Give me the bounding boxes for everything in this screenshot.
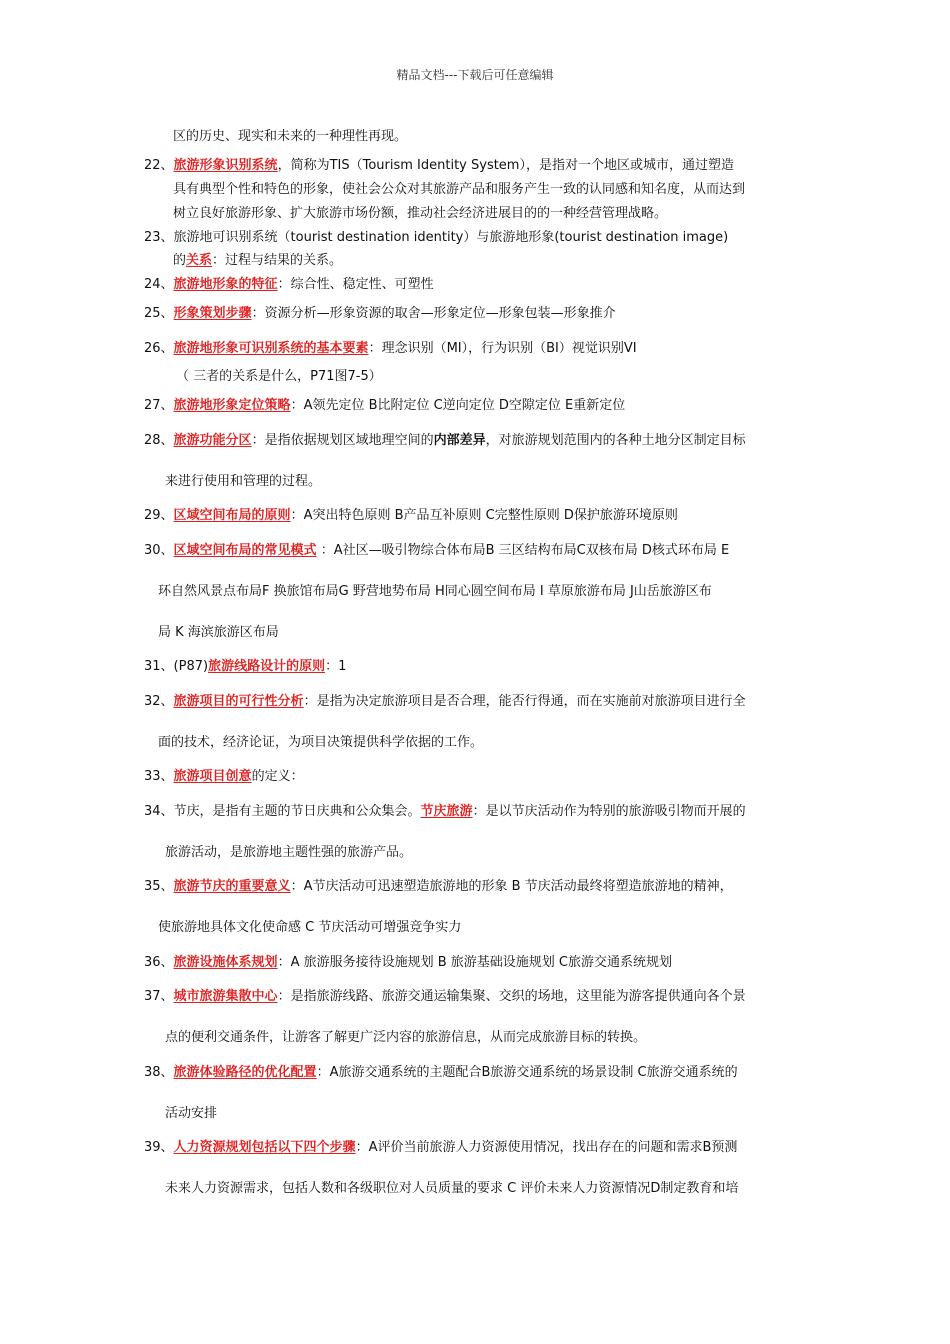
body-text: 树立良好旅游形象、扩大旅游市场份额，推动社会经济进展目的的一种经营管理战略。 — [173, 206, 668, 221]
body-text: 面的技术，经济论证，为项目决策提供科学依据的工作。 — [158, 735, 484, 750]
body-text: 未来人力资源需求，包括人数和各级职位对人员质量的要求 C 评价未来人力资源情况D制定教育和培 — [165, 1181, 739, 1196]
key-term: 旅游线路设计的原则 — [208, 659, 326, 674]
body-text: 31、(P87) — [144, 659, 209, 674]
body-text: 28、 — [144, 433, 174, 448]
body-text: 来进行使用和管理的过程。 — [165, 474, 322, 489]
body-text: ：是指依据规划区域地理空间的 — [251, 433, 434, 448]
body-text: ：A领先定位 B比附定位 C逆向定位 D空隙定位 E重新定位 — [290, 398, 626, 413]
body-text: 活动安排 — [165, 1106, 218, 1121]
key-term: 旅游设施体系规划 — [173, 955, 278, 970]
body-text: ：A社区—吸引物综合体布局B 三区结构布局C双核布局 D核式环布局 E — [316, 543, 730, 558]
text-line — [144, 432, 746, 450]
text-line — [144, 276, 434, 294]
text-line — [144, 340, 637, 358]
emphasis-text: 内部差异 — [433, 433, 486, 448]
text-line — [165, 1029, 646, 1047]
body-text: 37、 — [144, 989, 174, 1004]
text-line — [176, 368, 382, 386]
body-text: ：A突出特色原则 B产品互补原则 C完整性原则 D保护旅游环境原则 — [290, 508, 678, 523]
body-text: 25、 — [144, 306, 174, 321]
body-text: ：A节庆活动可迅速塑造旅游地的形象 B 节庆活动最终将塑造旅游地的精神， — [290, 879, 733, 894]
body-text: ：资源分析—形象资源的取舍—形象定位—形象包装—形象推介 — [251, 306, 616, 321]
text-line — [144, 1139, 737, 1157]
body-text: 使旅游地具体文化使命感 C 节庆活动可增强竞争实力 — [158, 920, 462, 935]
body-text: 区的历史、现实和未来的一种理性再现。 — [173, 129, 408, 144]
text-line — [144, 803, 746, 821]
text-line — [158, 919, 461, 937]
key-term: 旅游地形象定位策略 — [173, 398, 291, 413]
body-text: （ 三者的关系是什么，P71图7-5） — [176, 369, 382, 384]
text-line — [173, 252, 342, 270]
key-term: 旅游节庆的重要意义 — [173, 879, 291, 894]
body-text: ：过程与结果的关系。 — [212, 253, 343, 268]
text-line — [144, 229, 728, 247]
text-line — [144, 988, 746, 1006]
key-term: 旅游地形象的特征 — [173, 277, 278, 292]
key-term: 关系 — [186, 253, 213, 268]
body-text: ：综合性、稳定性、可塑性 — [277, 277, 434, 292]
body-text: 22、 — [144, 158, 174, 173]
body-text: 局 K 海滨旅游区布局 — [158, 625, 279, 640]
text-line — [158, 734, 483, 752]
body-text: 34、节庆，是指有主题的节日庆典和公众集会。 — [144, 804, 421, 819]
body-text: 环自然风景点布局F 换旅馆布局G 野营地势布局 H同心圆空间布局 I 草原旅游布局 J山岳旅游区布 — [158, 584, 712, 599]
text-line — [144, 768, 304, 786]
text-line — [144, 878, 733, 896]
body-text: 35、 — [144, 879, 174, 894]
text-line — [165, 1180, 738, 1198]
key-term: 区域空间布局的原则 — [173, 508, 291, 523]
body-text: 33、 — [144, 769, 174, 784]
body-text: ，对旅游规划范围内的各种土地分区制定目标 — [485, 433, 746, 448]
key-term: 区域空间布局的常见模式 — [173, 543, 317, 558]
text-line — [173, 205, 667, 223]
key-term: 形象策划步骤 — [173, 306, 252, 321]
key-term: 旅游功能分区 — [173, 433, 252, 448]
body-text: 27、 — [144, 398, 174, 413]
body-text: 的 — [173, 253, 187, 268]
key-term: 旅游体验路径的优化配置 — [173, 1065, 317, 1080]
body-text: ：A 旅游服务接待设施规划 B 旅游基础设施规划 C旅游交通系统规划 — [277, 955, 672, 970]
body-text: ：是指为决定旅游项目是否合理，能否行得通，而在实施前对旅游项目进行全 — [303, 694, 746, 709]
text-line — [144, 542, 729, 560]
text-line — [158, 624, 279, 642]
text-line — [144, 157, 734, 175]
key-term: 旅游项目的可行性分析 — [173, 694, 304, 709]
text-line — [144, 1064, 738, 1082]
body-text: ：理念识别（MI），行为识别（BI）视觉识别VI — [368, 341, 637, 356]
text-line — [144, 693, 746, 711]
text-line — [144, 954, 672, 972]
key-term: 人力资源规划包括以下四个步骤 — [173, 1140, 356, 1155]
body-text: 点的便利交通条件，让游客了解更广泛内容的旅游信息，从而完成旅游目标的转换。 — [165, 1030, 647, 1045]
body-text: 具有典型个性和特色的形象，使社会公众对其旅游产品和服务产生一致的认同感和知名度，从而达到 — [173, 182, 746, 197]
text-line — [144, 658, 346, 676]
text-line — [144, 507, 678, 525]
text-line — [165, 1105, 217, 1123]
body-text: ：A旅游交通系统的主题配合B旅游交通系统的场景设制 C旅游交通系统的 — [316, 1065, 738, 1080]
body-text: 38、 — [144, 1065, 174, 1080]
body-text: ：A评价当前旅游人力资源使用情况，找出存在的问题和需求B预测 — [355, 1140, 738, 1155]
body-text: 23、旅游地可识别系统（tourist destination identity）与旅游地形象(tourist destination image) — [144, 230, 729, 245]
body-text: 的定义： — [251, 769, 304, 784]
body-text: 24、 — [144, 277, 174, 292]
text-line — [158, 583, 712, 601]
page-header: 精品文档---下载后可任意编辑 — [396, 68, 554, 82]
key-term: 节庆旅游 — [420, 804, 473, 819]
body-text: 29、 — [144, 508, 174, 523]
body-text: 32、 — [144, 694, 174, 709]
body-text: ，简称为TIS（Tourism Identity System），是指对一个地区或城市，通过塑造 — [277, 158, 734, 173]
text-line — [144, 305, 616, 323]
key-term: 旅游形象识别系统 — [173, 158, 278, 173]
key-term: 旅游项目创意 — [173, 769, 252, 784]
body-text: 39、 — [144, 1140, 174, 1155]
text-line — [144, 397, 625, 415]
body-text: 26、 — [144, 341, 174, 356]
key-term: 旅游地形象可识别系统的基本要素 — [173, 341, 369, 356]
text-line — [173, 181, 745, 199]
body-text: ：1 — [325, 659, 347, 674]
body-text: 36、 — [144, 955, 174, 970]
key-term: 城市旅游集散中心 — [173, 989, 278, 1004]
text-line — [173, 128, 407, 146]
text-line — [165, 473, 321, 491]
body-text: ：是以节庆活动作为特别的旅游吸引物而开展的 — [472, 804, 746, 819]
body-text: ：是指旅游线路、旅游交通运输集聚、交织的场地，这里能为游客提供通向各个景 — [277, 989, 746, 1004]
body-text: 30、 — [144, 543, 174, 558]
text-line — [165, 844, 412, 862]
body-text: 旅游活动，是旅游地主题性强的旅游产品。 — [165, 845, 413, 860]
